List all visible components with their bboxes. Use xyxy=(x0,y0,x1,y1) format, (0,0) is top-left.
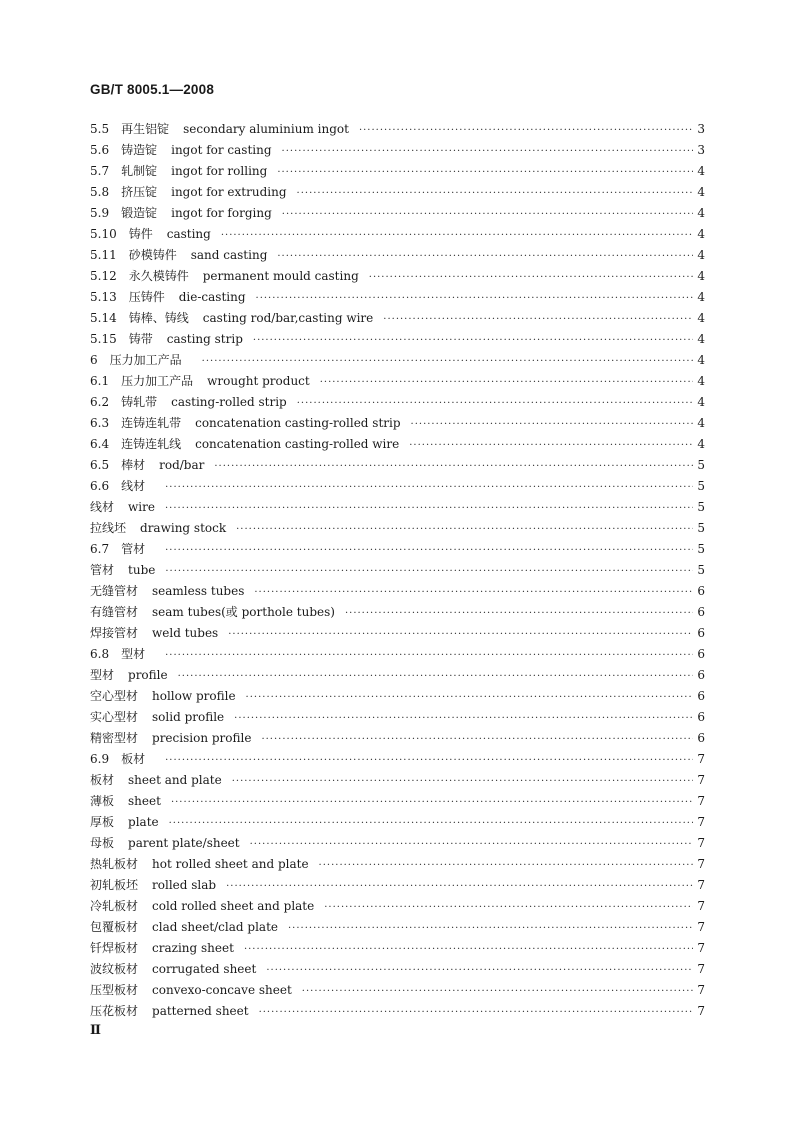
dot-leader xyxy=(277,246,693,267)
toc-entry-chinese-term: 初轧板坯 xyxy=(90,878,139,892)
toc-entry-page: 7 xyxy=(697,899,705,913)
toc-entry-chinese-term: 精密型材 xyxy=(90,731,139,745)
toc-entry-page: 7 xyxy=(697,815,705,829)
toc-entry-english-term: casting strip xyxy=(166,332,243,346)
toc-entry-page: 7 xyxy=(697,962,705,976)
toc-entry-page: 4 xyxy=(697,185,705,199)
toc-entry-english-term: wire xyxy=(128,500,155,514)
toc-entry-page: 6 xyxy=(697,668,705,682)
toc-entry-english-term: solid profile xyxy=(152,710,225,724)
toc-entry[interactable] xyxy=(90,791,705,812)
dot-leader xyxy=(165,645,693,666)
toc-entry-chinese-term: 波纹板材 xyxy=(90,962,139,976)
dot-leader xyxy=(359,120,693,141)
toc-entry-page: 5 xyxy=(697,479,705,493)
toc-entry-english-term: crazing sheet xyxy=(152,941,234,955)
dot-leader xyxy=(226,876,693,897)
toc-entry-page: 4 xyxy=(697,206,705,220)
toc-entry-number: 5.6 xyxy=(90,143,110,157)
toc-entry-chinese-term: 板材 xyxy=(90,773,115,787)
dot-leader xyxy=(277,162,693,183)
toc-entry-chinese-term: 有缝管材 xyxy=(90,605,139,619)
dot-leader xyxy=(297,393,693,414)
toc-entry-number: 6.1 xyxy=(90,374,110,388)
toc-entry-page: 7 xyxy=(697,983,705,997)
toc-entry-chinese-term: 再生铝锭 xyxy=(121,122,170,136)
toc-entry-chinese-term: 连铸连轧带 xyxy=(121,416,182,430)
toc-entry-english-term: ingot for casting xyxy=(171,143,272,157)
toc-entry-english-term: clad sheet/clad plate xyxy=(152,920,278,934)
toc-entry[interactable] xyxy=(90,896,705,917)
toc-entry[interactable] xyxy=(90,686,705,707)
dot-leader xyxy=(256,288,693,309)
toc-entry-english-term: weld tubes xyxy=(152,626,219,640)
dot-leader xyxy=(253,330,693,351)
toc-entry-page: 7 xyxy=(697,773,705,787)
toc-entry-page: 7 xyxy=(697,920,705,934)
dot-leader xyxy=(234,708,693,729)
dot-leader xyxy=(324,897,693,918)
toc-entry-chinese-term: 冷轧板材 xyxy=(90,899,139,913)
dot-leader xyxy=(171,792,693,813)
toc-entry[interactable] xyxy=(90,1001,705,1022)
toc-entry[interactable] xyxy=(90,455,705,476)
toc-entry-english-term: drawing stock xyxy=(140,521,227,535)
dot-leader xyxy=(345,603,693,624)
toc-entry-page: 4 xyxy=(697,353,705,367)
dot-leader xyxy=(228,624,693,645)
toc-entry-number: 6.5 xyxy=(90,458,110,472)
toc-entry-english-term: ingot for forging xyxy=(171,206,272,220)
toc-entry[interactable] xyxy=(90,539,705,560)
toc-entry-english-term: sand casting xyxy=(190,248,268,262)
toc-entry-chinese-term: 厚板 xyxy=(90,815,115,829)
dot-leader xyxy=(165,561,693,582)
toc-entry-page: 4 xyxy=(697,164,705,178)
toc-entry-page: 6 xyxy=(697,605,705,619)
toc-entry-english-term: die-casting xyxy=(178,290,246,304)
dot-leader xyxy=(261,729,693,750)
dot-leader xyxy=(250,834,693,855)
dot-leader xyxy=(165,498,693,519)
toc-entry-page: 3 xyxy=(697,122,705,136)
table-of-contents xyxy=(90,119,705,1022)
toc-entry-chinese-term: 锻造锭 xyxy=(121,206,158,220)
toc-entry-chinese-term: 板材 xyxy=(121,752,146,766)
toc-entry[interactable] xyxy=(90,224,705,245)
toc-entry-page: 4 xyxy=(697,416,705,430)
toc-entry-english-term: secondary aluminium ingot xyxy=(183,122,349,136)
toc-entry-page: 7 xyxy=(697,794,705,808)
toc-entry-english-term: casting rod/bar,casting wire xyxy=(202,311,374,325)
toc-entry-number: 6.3 xyxy=(90,416,110,430)
dot-leader xyxy=(409,435,693,456)
toc-entry-chinese-term: 线材 xyxy=(90,500,115,514)
toc-entry-english-term: precision profile xyxy=(152,731,252,745)
toc-entry-chinese-term: 钎焊板材 xyxy=(90,941,139,955)
toc-entry-chinese-term: 无缝管材 xyxy=(90,584,139,598)
dot-leader xyxy=(297,183,693,204)
toc-entry-number: 6.7 xyxy=(90,542,110,556)
toc-entry-chinese-term: 拉线坯 xyxy=(90,521,127,535)
toc-entry-chinese-term: 铸带 xyxy=(128,332,153,346)
toc-entry-page: 5 xyxy=(697,500,705,514)
dot-leader xyxy=(165,540,693,561)
toc-entry[interactable] xyxy=(90,665,705,686)
toc-entry-chinese-term: 压铸件 xyxy=(128,290,165,304)
dot-leader xyxy=(246,687,693,708)
toc-entry[interactable] xyxy=(90,623,705,644)
toc-entry-chinese-term: 型材 xyxy=(90,668,115,682)
toc-entry-page: 4 xyxy=(697,332,705,346)
toc-entry-english-term: patterned sheet xyxy=(152,1004,249,1018)
toc-entry-number: 5.13 xyxy=(90,290,117,304)
toc-entry-chinese-term: 包覆板材 xyxy=(90,920,139,934)
toc-entry-chinese-term: 压力加工产品 xyxy=(109,353,182,367)
toc-entry-page: 6 xyxy=(697,647,705,661)
toc-entry[interactable] xyxy=(90,497,705,518)
page-number: Ⅱ xyxy=(90,1023,101,1038)
toc-entry-chinese-term: 铸件 xyxy=(128,227,153,241)
toc-entry-chinese-term: 薄板 xyxy=(90,794,115,808)
toc-entry-page: 6 xyxy=(697,710,705,724)
toc-entry[interactable] xyxy=(90,560,705,581)
toc-entry-english-term: ingot for rolling xyxy=(171,164,268,178)
dot-leader xyxy=(169,813,693,834)
toc-entry-page: 6 xyxy=(697,689,705,703)
toc-entry-chinese-term: 母板 xyxy=(90,836,115,850)
toc-entry[interactable] xyxy=(90,875,705,896)
dot-leader xyxy=(282,204,693,225)
dot-leader xyxy=(202,351,693,372)
toc-entry-number: 5.5 xyxy=(90,122,110,136)
toc-entry-page: 7 xyxy=(697,752,705,766)
toc-entry-chinese-term: 管材 xyxy=(121,542,146,556)
document-header: GB/T 8005.1—2008 xyxy=(90,82,215,97)
toc-entry-page: 4 xyxy=(697,437,705,451)
toc-entry-english-term: sheet xyxy=(128,794,161,808)
dot-leader xyxy=(320,372,693,393)
toc-entry-chinese-term: 管材 xyxy=(90,563,115,577)
toc-entry-english-term: rolled slab xyxy=(152,878,217,892)
toc-entry-number: 5.14 xyxy=(90,311,117,325)
dot-leader xyxy=(411,414,693,435)
toc-entry-chinese-term: 压花板材 xyxy=(90,1004,139,1018)
toc-entry-page: 5 xyxy=(697,542,705,556)
toc-entry-english-term: concatenation casting-rolled wire xyxy=(195,437,400,451)
toc-entry-english-term: profile xyxy=(128,668,168,682)
toc-entry[interactable] xyxy=(90,917,705,938)
toc-entry-chinese-term: 铸棒、铸线 xyxy=(128,311,189,325)
toc-entry-page: 6 xyxy=(697,731,705,745)
toc-entry-chinese-term: 实心型材 xyxy=(90,710,139,724)
toc-entry-chinese-term: 铸轧带 xyxy=(121,395,158,409)
toc-entry[interactable] xyxy=(90,644,705,665)
toc-entry-number: 5.11 xyxy=(90,248,117,262)
toc-entry-page: 6 xyxy=(697,584,705,598)
dot-leader xyxy=(302,981,693,1002)
toc-entry-english-term: plate xyxy=(128,815,159,829)
toc-entry-chinese-term: 焊接管材 xyxy=(90,626,139,640)
toc-entry-number: 5.9 xyxy=(90,206,110,220)
toc-entry[interactable] xyxy=(90,749,705,770)
toc-entry-page: 7 xyxy=(697,878,705,892)
toc-entry[interactable] xyxy=(90,959,705,980)
toc-entry[interactable] xyxy=(90,980,705,1001)
toc-entry-page: 5 xyxy=(697,458,705,472)
toc-entry-english-term: seamless tubes xyxy=(152,584,245,598)
toc-entry-english-term: ingot for extruding xyxy=(171,185,287,199)
toc-entry-number: 5.10 xyxy=(90,227,117,241)
toc-entry-number: 6 xyxy=(90,353,98,367)
toc-entry-english-term: corrugated sheet xyxy=(152,962,257,976)
toc-entry-chinese-term: 压力加工产品 xyxy=(121,374,194,388)
dot-leader xyxy=(259,1002,693,1023)
dot-leader xyxy=(232,771,693,792)
dot-leader xyxy=(383,309,693,330)
toc-entry-chinese-term: 永久模铸件 xyxy=(128,269,189,283)
toc-entry-english-term: hot rolled sheet and plate xyxy=(152,857,309,871)
toc-entry-chinese-term: 挤压锭 xyxy=(121,185,158,199)
dot-leader xyxy=(254,582,693,603)
toc-entry-english-term: casting-rolled strip xyxy=(171,395,287,409)
toc-entry[interactable] xyxy=(90,329,705,350)
toc-entry-page: 7 xyxy=(697,1004,705,1018)
dot-leader xyxy=(178,666,693,687)
toc-entry-page: 5 xyxy=(697,563,705,577)
toc-entry[interactable] xyxy=(90,833,705,854)
dot-leader xyxy=(221,225,693,246)
toc-entry-page: 6 xyxy=(697,626,705,640)
toc-entry-page: 4 xyxy=(697,395,705,409)
toc-entry[interactable] xyxy=(90,812,705,833)
toc-entry[interactable] xyxy=(90,371,705,392)
toc-entry-english-term: cold rolled sheet and plate xyxy=(152,899,315,913)
toc-entry-chinese-term: 砂模铸件 xyxy=(128,248,177,262)
toc-entry[interactable] xyxy=(90,518,705,539)
toc-entry-page: 4 xyxy=(697,248,705,262)
toc-entry[interactable] xyxy=(90,581,705,602)
toc-entry-english-term: convexo-concave sheet xyxy=(152,983,292,997)
toc-entry-english-term: wrought product xyxy=(207,374,310,388)
toc-entry[interactable] xyxy=(90,140,705,161)
toc-entry-english-term: concatenation casting-rolled strip xyxy=(195,416,401,430)
toc-entry-chinese-term: 压型板材 xyxy=(90,983,139,997)
toc-entry-chinese-term: 型材 xyxy=(121,647,146,661)
toc-entry-number: 6.8 xyxy=(90,647,110,661)
toc-entry[interactable] xyxy=(90,854,705,875)
toc-entry[interactable] xyxy=(90,392,705,413)
toc-entry-number: 5.8 xyxy=(90,185,110,199)
toc-entry[interactable] xyxy=(90,350,705,371)
toc-entry[interactable] xyxy=(90,119,705,140)
toc-entry[interactable] xyxy=(90,434,705,455)
dot-leader xyxy=(165,477,693,498)
dot-leader xyxy=(236,519,693,540)
toc-entry-number: 6.2 xyxy=(90,395,110,409)
toc-entry-english-term: seam tubes(或 porthole tubes) xyxy=(152,605,335,619)
toc-entry[interactable] xyxy=(90,161,705,182)
toc-entry-english-term: parent plate/sheet xyxy=(128,836,240,850)
dot-leader xyxy=(369,267,693,288)
toc-entry-english-term: casting xyxy=(166,227,211,241)
toc-entry[interactable] xyxy=(90,413,705,434)
toc-entry-chinese-term: 连铸连轧线 xyxy=(121,437,182,451)
toc-entry[interactable] xyxy=(90,707,705,728)
dot-leader xyxy=(266,960,693,981)
toc-entry-english-term: rod/bar xyxy=(159,458,205,472)
toc-entry-chinese-term: 热轧板材 xyxy=(90,857,139,871)
toc-entry-page: 4 xyxy=(697,227,705,241)
toc-entry-chinese-term: 铸造锭 xyxy=(121,143,158,157)
toc-entry[interactable] xyxy=(90,728,705,749)
toc-entry-page: 4 xyxy=(697,290,705,304)
toc-entry[interactable] xyxy=(90,602,705,623)
toc-entry[interactable] xyxy=(90,287,705,308)
dot-leader xyxy=(214,456,693,477)
toc-entry-number: 6.9 xyxy=(90,752,110,766)
toc-entry-page: 3 xyxy=(697,143,705,157)
toc-entry-english-term: sheet and plate xyxy=(128,773,222,787)
dot-leader xyxy=(319,855,693,876)
toc-entry-page: 4 xyxy=(697,374,705,388)
toc-entry-page: 4 xyxy=(697,269,705,283)
toc-entry-page: 7 xyxy=(697,836,705,850)
toc-entry[interactable] xyxy=(90,182,705,203)
toc-entry-chinese-term: 轧制锭 xyxy=(121,164,158,178)
toc-entry[interactable] xyxy=(90,308,705,329)
toc-entry[interactable] xyxy=(90,245,705,266)
toc-entry-english-term: permanent mould casting xyxy=(202,269,359,283)
toc-entry-chinese-term: 空心型材 xyxy=(90,689,139,703)
toc-entry[interactable] xyxy=(90,770,705,791)
toc-entry-english-term: hollow profile xyxy=(152,689,236,703)
toc-entry-page: 5 xyxy=(697,521,705,535)
toc-entry-chinese-term: 线材 xyxy=(121,479,146,493)
toc-entry-number: 5.12 xyxy=(90,269,117,283)
toc-entry[interactable] xyxy=(90,476,705,497)
toc-entry-number: 5.15 xyxy=(90,332,117,346)
toc-entry-number: 5.7 xyxy=(90,164,110,178)
toc-entry-number: 6.6 xyxy=(90,479,110,493)
toc-entry-page: 7 xyxy=(697,941,705,955)
toc-entry[interactable] xyxy=(90,203,705,224)
toc-entry-number: 6.4 xyxy=(90,437,110,451)
toc-entry-page: 7 xyxy=(697,857,705,871)
toc-entry-english-term: tube xyxy=(128,563,156,577)
toc-entry-chinese-term: 棒材 xyxy=(121,458,146,472)
dot-leader xyxy=(244,939,693,960)
toc-entry[interactable] xyxy=(90,266,705,287)
dot-leader xyxy=(282,141,693,162)
toc-entry-page: 4 xyxy=(697,311,705,325)
dot-leader xyxy=(288,918,693,939)
dot-leader xyxy=(165,750,693,771)
toc-entry[interactable] xyxy=(90,938,705,959)
